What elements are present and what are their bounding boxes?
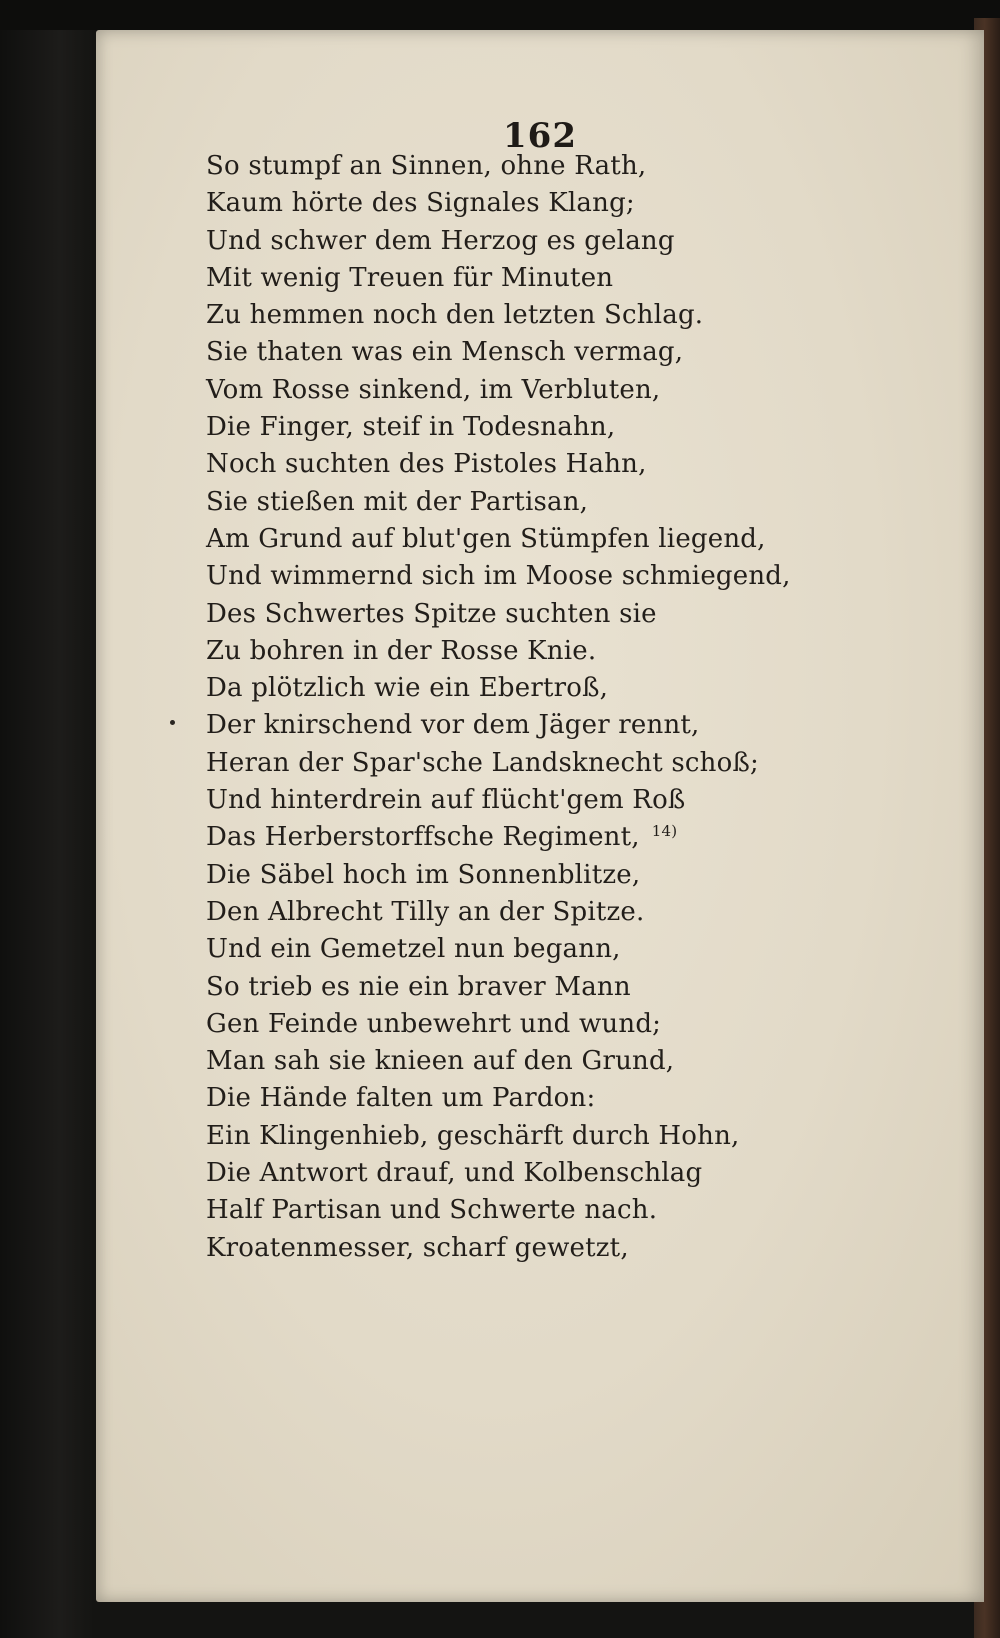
verse-line: Man sah sie knieen auf den Grund,	[206, 1046, 675, 1077]
verse-line: Und schwer dem Herzog es gelang	[206, 225, 675, 256]
verse-line: Die Säbel hoch im Sonnenblitze,	[206, 859, 641, 890]
verse-line: Der knirschend vor dem Jäger rennt,	[206, 710, 700, 741]
verse-line: Ein Klingenhieb, geschärft durch Hohn,	[206, 1120, 740, 1151]
verse-line: Da plötzlich wie ein Ebertroß,	[206, 673, 609, 704]
verse-line: Des Schwertes Spitze suchten sie	[206, 598, 657, 629]
verse-line: Zu bohren in der Rosse Knie.	[206, 635, 597, 666]
verse-line: Den Albrecht Tilly an der Spitze.	[206, 896, 645, 927]
verse-line: Sie stießen mit der Partisan,	[206, 486, 589, 517]
verse-line: So trieb es nie ein braver Mann	[206, 971, 631, 1002]
verse-line: Und ein Gemetzel nun begann,	[206, 934, 621, 965]
poem-verse	[206, 148, 791, 1267]
verse-line: Und hinterdrein auf flücht'gem Roß	[206, 785, 686, 816]
margin-dot	[170, 720, 175, 725]
verse-line: Und wimmernd sich im Moose schmiegend,	[206, 561, 791, 592]
verse-line: Kroatenmesser, scharf gewetzt,	[206, 1232, 629, 1263]
verse-line: Zu hemmen noch den letzten Schlag.	[206, 300, 704, 331]
verse-line: Die Hände falten um Pardon:	[206, 1083, 596, 1114]
verse-line: Noch suchten des Pistoles Hahn,	[206, 449, 647, 480]
verse-line: So stumpf an Sinnen, ohne Rath,	[206, 151, 647, 181]
verse-line-text: Das Herberstorffsche Regiment,	[206, 822, 640, 853]
verse-line: Sie thaten was ein Mensch vermag,	[206, 337, 684, 368]
verse-line: Am Grund auf blut'gen Stümpfen liegend,	[206, 523, 766, 554]
verse-line-with-footnote	[206, 819, 791, 856]
verse-line: Kaum hörte des Signales Klang;	[206, 188, 635, 219]
verse-line: Die Antwort drauf, und Kolbenschlag	[206, 1158, 703, 1189]
verse-line: Die Finger, steif in Todesnahn,	[206, 412, 616, 443]
verse-line: Vom Rosse sinkend, im Verbluten,	[206, 374, 661, 405]
footnote-marker[interactable]: 14)	[651, 821, 678, 840]
page-number: 162	[503, 116, 577, 156]
verse-line: Heran der Spar'sche Landsknecht schoß;	[206, 747, 759, 778]
verse-line: Mit wenig Treuen für Minuten	[206, 262, 614, 293]
scan-top-edge	[0, 0, 1000, 30]
verse-line: Gen Feinde unbewehrt und wund;	[206, 1008, 662, 1039]
verse-line: Half Partisan und Schwerte nach.	[206, 1195, 658, 1226]
